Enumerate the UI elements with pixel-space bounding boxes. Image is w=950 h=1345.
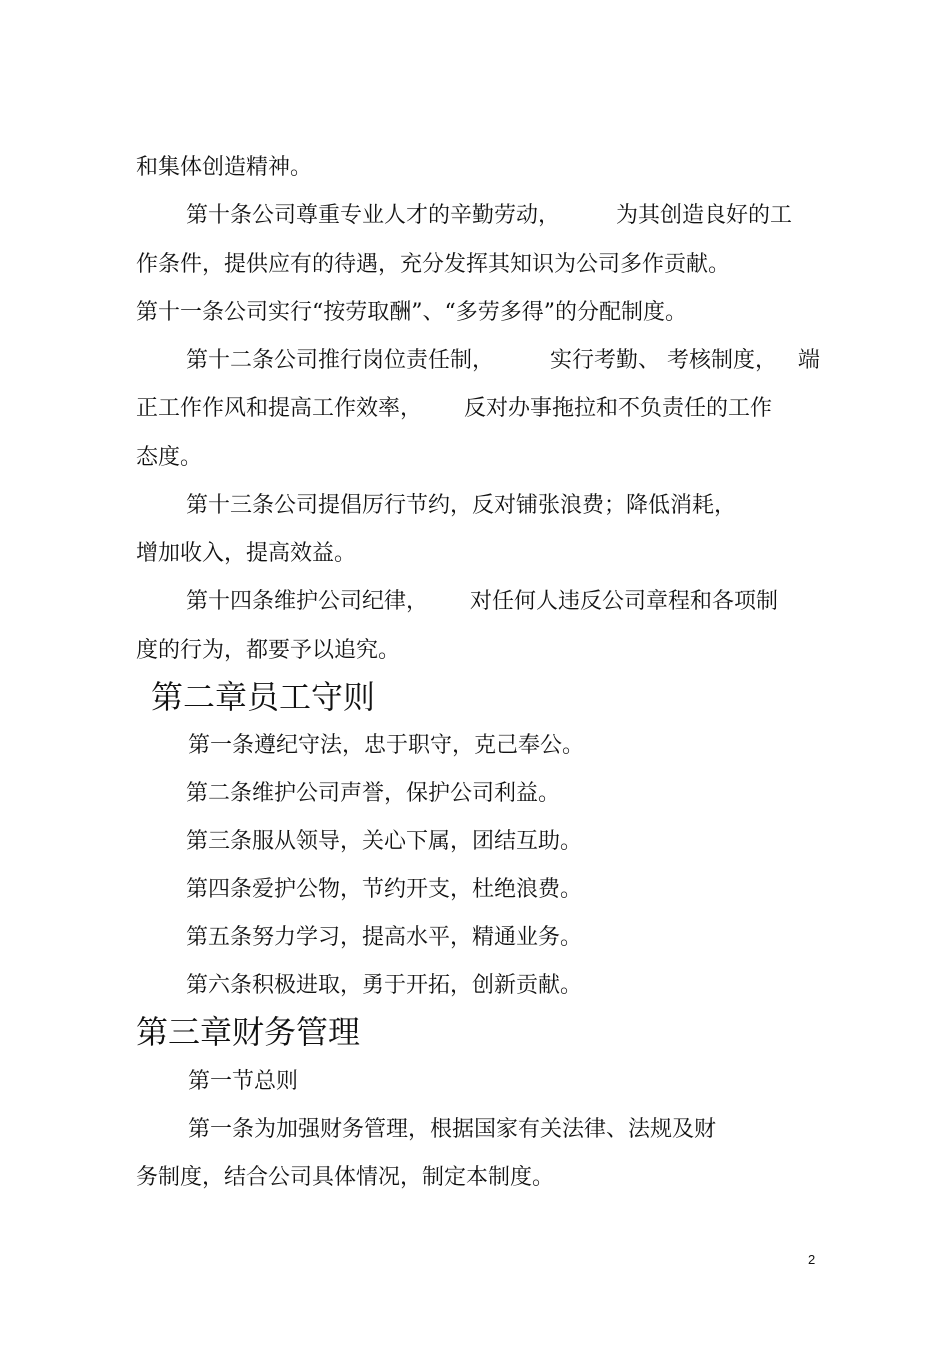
chapter-heading: 第二章员工守则	[151, 678, 376, 716]
paragraph-line: 增加收入，提高效益。	[136, 541, 357, 566]
paragraph-line: 第十二条公司推行岗位责任制， 实行考勤、 考核制度， 端	[186, 348, 820, 373]
section-heading: 第一节总则	[188, 1069, 299, 1094]
page-number: 2	[808, 1252, 816, 1267]
article-line: 第六条积极进取，勇于开拓，创新贡献。	[186, 973, 583, 998]
article-line: 第一条遵纪守法，忠于职守，克己奉公。	[188, 733, 585, 758]
paragraph-line: 第一条为加强财务管理，根据国家有关法律、法规及财	[188, 1117, 717, 1142]
article-line: 第五条努力学习，提高水平，精通业务。	[186, 925, 583, 950]
paragraph-line: 作条件，提供应有的待遇，充分发挥其知识为公司多作贡献。	[136, 252, 731, 277]
paragraph-line: 态度。	[136, 445, 203, 470]
article-line: 第四条爱护公物，节约开支，杜绝浪费。	[186, 877, 583, 902]
paragraph-line: 第十四条维护公司纪律， 对任何人违反公司章程和各项制	[186, 589, 778, 614]
paragraph-line: 和集体创造精神。	[136, 155, 313, 180]
chapter-heading: 第三章财务管理	[136, 1013, 361, 1051]
paragraph-line: 务制度，结合公司具体情况，制定本制度。	[136, 1165, 555, 1190]
paragraph-line: 第十一条公司实行“按劳取酬”、“多劳多得”的分配制度。	[136, 300, 687, 325]
paragraph-line: 第十三条公司提倡厉行节约，反对铺张浪费；降低消耗，	[186, 493, 737, 518]
paragraph-line: 度的行为，都要予以追究。	[136, 638, 401, 663]
article-line: 第三条服从领导，关心下属，团结互助。	[186, 829, 583, 854]
paragraph-line: 第十条公司尊重专业人才的辛勤劳动， 为其创造良好的工	[186, 203, 792, 228]
paragraph-line: 正工作作风和提高工作效率， 反对办事拖拉和不负责任的工作	[136, 396, 772, 421]
article-line: 第二条维护公司声誉，保护公司利益。	[186, 781, 561, 806]
